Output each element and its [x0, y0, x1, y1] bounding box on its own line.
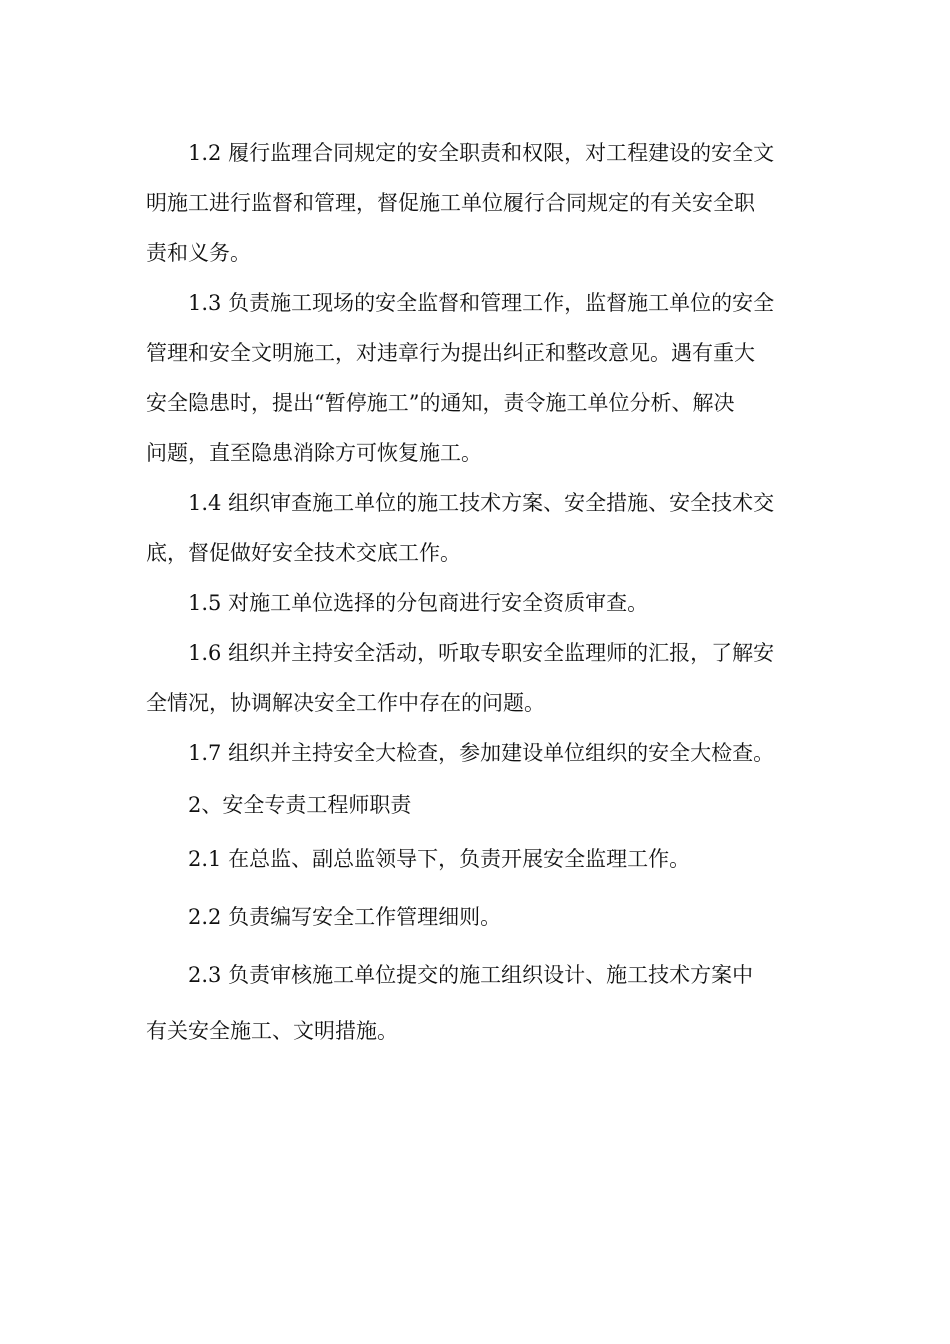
text-line-1-2-start: 1.2 履行监理合同规定的安全职责和权限，对工程建设的安全文: [188, 141, 775, 165]
text-line-1-3-cont: 管理和安全文明施工，对违章行为提出纠正和整改意见。遇有重大: [146, 341, 755, 365]
text-line-1-3-start: 1.3 负责施工现场的安全监督和管理工作，监督施工单位的安全: [188, 291, 775, 315]
text-line-2-3-start: 2.3 负责审核施工单位提交的施工组织设计、施工技术方案中: [188, 963, 754, 987]
text-line-1-4-end: 底，督促做好安全技术交底工作。: [146, 541, 461, 565]
text-line-1-2-cont: 明施工进行监督和管理，督促施工单位履行合同规定的有关安全职: [146, 191, 755, 215]
text-line-2-1: 2.1 在总监、副总监领导下，负责开展安全监理工作。: [188, 847, 691, 871]
text-line-1-3-end: 问题，直至隐患消除方可恢复施工。: [146, 441, 482, 465]
section-heading-2: 2、安全专责工程师职责: [188, 793, 412, 817]
text-line-1-2-end: 责和义务。: [146, 241, 251, 265]
text-line-1-6-start: 1.6 组织并主持安全活动，听取专职安全监理师的汇报，了解安: [188, 641, 775, 665]
text-line-1-5: 1.5 对施工单位选择的分包商进行安全资质审查。: [188, 591, 649, 615]
text-line-1-6-end: 全情况，协调解决安全工作中存在的问题。: [146, 691, 545, 715]
text-line-2-2: 2.2 负责编写安全工作管理细则。: [188, 905, 502, 929]
text-line-2-3-end: 有关安全施工、文明措施。: [146, 1019, 398, 1043]
text-line-1-4-start: 1.4 组织审查施工单位的施工技术方案、安全措施、安全技术交: [188, 491, 775, 515]
text-line-1-3-cont-2: 安全隐患时，提出“暂停施工”的通知，责令施工单位分析、解决: [146, 391, 735, 415]
text-line-1-7: 1.7 组织并主持安全大检查，参加建设单位组织的安全大检查。: [188, 741, 775, 765]
